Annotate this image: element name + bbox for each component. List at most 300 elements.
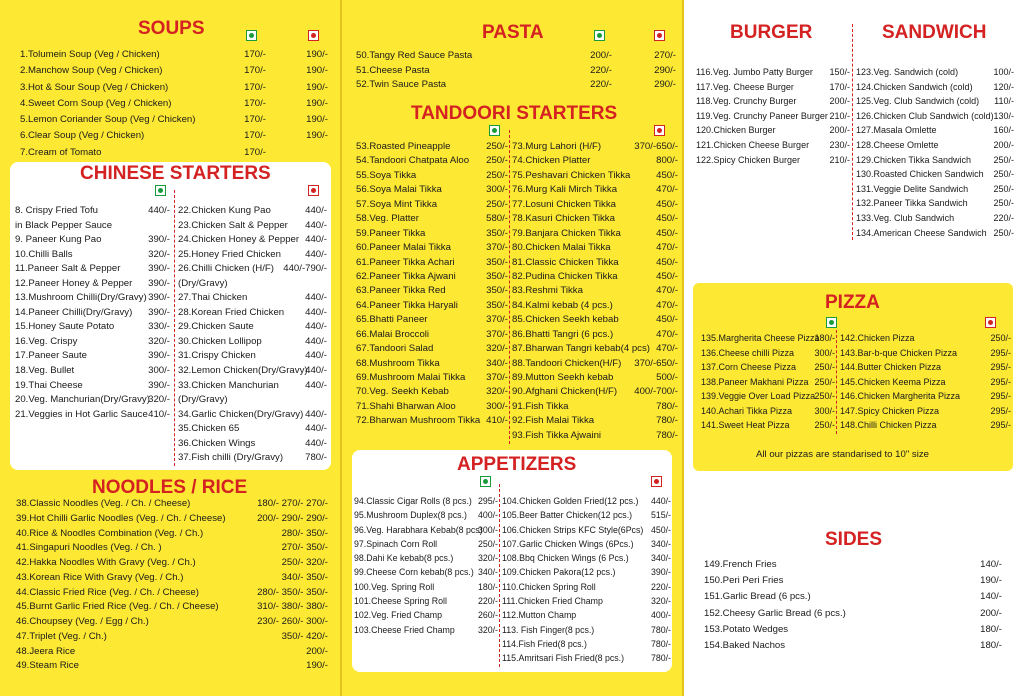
menu-item-name: (Dry/Gravy)	[178, 277, 228, 289]
menu-item	[512, 227, 678, 241]
menu-item	[20, 63, 330, 79]
veg-price: 250/-	[486, 169, 508, 181]
menu-item	[512, 183, 678, 197]
nonveg-price: 450/-	[656, 169, 678, 181]
menu-item	[354, 608, 498, 622]
menu-item-name: 1.Tolumein Soup (Veg / Chicken)	[20, 49, 160, 60]
sandwich-title: SANDWICH	[882, 22, 987, 43]
nonveg-price: 450/-	[656, 227, 678, 239]
veg-price: 390/-	[148, 263, 170, 275]
nonveg-price: 440/-	[305, 350, 327, 362]
nonveg-price: 440/-	[650, 496, 671, 506]
menu-item	[15, 379, 172, 394]
menu-item-name: 115.Amritsari Fish Fried(8 pcs.)	[502, 653, 625, 664]
column-divider	[499, 484, 500, 667]
menu-item	[701, 418, 835, 433]
nonveg-price: 440/-	[305, 292, 327, 304]
menu-item	[356, 49, 676, 64]
menu-item	[354, 494, 498, 508]
menu-item	[502, 494, 671, 508]
menu-item-name: 110.Chicken Spring Roll	[502, 581, 596, 592]
menu-item-name: 71.Shahi Bharwan Aloo	[356, 400, 456, 412]
veg-price: 180/-	[477, 581, 498, 592]
tandoori-veg-list	[356, 140, 508, 429]
menu-item	[502, 608, 671, 622]
menu-item-name: 28.Korean Fried Chicken	[178, 306, 285, 318]
nonveg-price: 515/-	[650, 510, 671, 521]
veg-price: 350/-	[486, 227, 508, 239]
menu-item-name: 46.Choupsey (Veg. / Egg / Ch.)	[16, 616, 149, 627]
veg-price: 350/-	[486, 256, 508, 268]
price: 200/-	[993, 139, 1014, 150]
menu-item-name: 68.Mushroom Tikka	[356, 357, 440, 369]
nonveg-price: 295/-	[990, 347, 1011, 358]
menu-item	[356, 227, 508, 241]
nonveg-mark-icon	[985, 317, 996, 328]
menu-item	[15, 335, 172, 350]
menu-item-name: 151.Garlic Bread (6 pcs.)	[704, 591, 811, 603]
menu-item	[696, 153, 850, 168]
menu-item-name: 12.Paneer Honey & Pepper	[15, 277, 133, 289]
menu-item	[512, 414, 678, 428]
menu-item	[512, 270, 678, 284]
menu-item-name: 145.Chicken Keema Pizza	[840, 376, 946, 387]
menu-item	[512, 299, 678, 313]
menu-item	[354, 537, 498, 551]
menu-item	[512, 241, 678, 255]
veg-price: 170/-	[244, 130, 266, 142]
veg-price: 170/-	[244, 81, 266, 93]
menu-item-name: 134.American Cheese Sandwich	[856, 227, 987, 238]
menu-item	[16, 586, 328, 601]
veg-mark-icon	[594, 30, 605, 41]
menu-item	[840, 375, 1011, 390]
veg-price: 370/-	[486, 328, 508, 340]
menu-item-name: 117.Veg. Cheese Burger	[696, 81, 794, 92]
menu-item-name: 80.Chicken Malai Tikka	[512, 242, 611, 254]
menu-item	[356, 241, 508, 255]
menu-item	[15, 262, 172, 277]
nonveg-mark-icon	[654, 125, 665, 136]
menu-item	[856, 65, 1014, 80]
menu-item-name: 148.Chilli Chicken Pizza	[840, 420, 937, 430]
menu-item	[16, 659, 328, 674]
menu-item	[696, 65, 850, 80]
nonveg-price: 440/-	[305, 408, 327, 420]
menu-item	[20, 96, 330, 112]
nonveg-price: 370/-650/-	[634, 357, 678, 369]
appetizers-nonveg-list	[502, 494, 671, 666]
menu-item-name: 41.Singapuri Noodles (Veg. / Ch. )	[16, 542, 162, 554]
veg-price: 250/-	[814, 420, 835, 430]
menu-item-name: 81.Classic Chicken Tikka	[512, 256, 619, 268]
menu-item	[856, 226, 1014, 241]
veg-price: 410/-	[148, 408, 170, 420]
menu-item	[502, 623, 671, 637]
menu-item-name: 120.Chicken Burger	[696, 125, 776, 136]
menu-item	[178, 262, 327, 277]
menu-item-name: 52.Twin Sauce Pasta	[356, 79, 447, 91]
veg-price: 320/-	[148, 394, 170, 406]
nonveg-mark-icon	[654, 30, 665, 41]
menu-item-name: 33.Chicken Manchurian	[178, 379, 279, 391]
veg-price: 320/-	[148, 335, 170, 347]
soups-list	[20, 47, 330, 161]
menu-item-name: 114.Fish Fried(8 pcs.)	[502, 638, 587, 649]
menu-item-name: 111.Chicken Fried Champ	[502, 596, 603, 607]
menu-item	[356, 154, 508, 168]
menu-item	[178, 335, 327, 350]
menu-item-name: 89.Mutton Seekh kebab	[512, 372, 614, 383]
menu-item-name: 16.Veg. Crispy	[15, 335, 78, 347]
nonveg-price: 400/-	[650, 610, 671, 621]
menu-item	[15, 233, 172, 248]
menu-item	[856, 196, 1014, 211]
menu-item-name: 17.Paneer Saute	[15, 350, 88, 362]
nonveg-price: 780/-	[656, 400, 678, 412]
menu-item-name: 58.Veg. Platter	[356, 213, 419, 225]
nonveg-price: 440/-	[305, 248, 327, 260]
menu-item-name: 76.Murg Kali Mirch Tikka	[512, 184, 618, 196]
nonveg-price: 290/-	[654, 79, 676, 91]
menu-item-name: 69.Mushroom Malai Tikka	[356, 372, 466, 383]
menu-item	[502, 523, 671, 537]
nonveg-price: 450/-	[656, 198, 678, 210]
menu-item	[178, 291, 327, 306]
menu-item-name: 77.Losuni Chicken Tikka	[512, 198, 616, 210]
veg-price: 400/-	[477, 510, 498, 521]
veg-price: 390/-	[148, 277, 170, 289]
menu-item-name: 31.Crispy Chicken	[178, 350, 256, 362]
menu-item-name: 56.Soya Malai Tikka	[356, 184, 442, 196]
chinese-veg-list	[15, 204, 172, 422]
menu-item	[512, 385, 678, 399]
nonveg-mark-icon	[308, 30, 319, 41]
menu-item-name: 144.Butter Chicken Pizza	[840, 362, 942, 372]
menu-item-name: 66.Malai Broccoli	[356, 328, 430, 340]
menu-item-name: 122.Spicy Chicken Burger	[696, 154, 801, 165]
menu-item-name: 73.Murg Lahori (H/F)	[512, 141, 602, 152]
menu-item	[15, 408, 172, 423]
menu-item-name: 38.Classic Noodles (Veg. / Ch. / Cheese)	[16, 498, 191, 509]
menu-item	[356, 313, 508, 327]
menu-item	[502, 537, 671, 551]
menu-item	[15, 291, 172, 306]
menu-item-name: 20.Veg. Manchurian(Dry/Gravy)	[15, 394, 150, 406]
menu-item-name: 65.Bhatti Paneer	[356, 314, 428, 326]
menu-item-name: 44.Classic Fried Rice (Veg. / Ch. / Cheese)	[16, 586, 199, 598]
menu-item	[856, 94, 1014, 109]
nonveg-price: 450/-	[656, 270, 678, 282]
menu-item	[701, 404, 835, 419]
menu-item	[20, 128, 330, 144]
menu-item	[512, 328, 678, 342]
menu-item-name: 103.Cheese Fried Champ	[354, 624, 455, 635]
menu-item-name: 146.Chicken Margherita Pizza	[840, 391, 961, 401]
menu-item	[356, 284, 508, 298]
menu-item	[16, 497, 328, 512]
nonveg-price: 800/-	[656, 155, 678, 167]
menu-item	[856, 123, 1014, 138]
nonveg-price: 190/-	[306, 130, 328, 142]
menu-item-name: 136.Cheese chilli Pizza	[701, 347, 795, 358]
appetizers-title: APPETIZERS	[457, 454, 577, 475]
menu-item-name: 57.Soya Mint Tikka	[356, 198, 438, 210]
menu-item	[15, 393, 172, 408]
menu-item	[704, 638, 1004, 654]
menu-item	[856, 153, 1014, 168]
menu-item-name: 112.Mutton Champ	[502, 610, 577, 621]
nonveg-price: 440/-	[305, 423, 327, 435]
menu-item-name: 9. Paneer Kung Pao	[15, 234, 102, 246]
nonveg-price: 780/-	[656, 429, 678, 441]
price: 340/- 350/-	[281, 571, 328, 583]
nonveg-price: 440/-	[305, 335, 327, 347]
menu-item-name: 113. Fish Finger(8 pcs.)	[502, 624, 595, 635]
pizza-title: PIZZA	[825, 292, 880, 313]
menu-item-name: 97.Spinach Corn Roll	[354, 538, 438, 549]
menu-item-name: 130.Roasted Chicken Sandwich	[856, 169, 984, 180]
price: 190/-	[306, 660, 328, 672]
menu-item-name: 35.Chicken 65	[178, 423, 240, 435]
price: 230/- 260/- 300/-	[257, 616, 328, 627]
price: 130/-	[993, 110, 1014, 121]
price: 200/-	[980, 607, 1002, 619]
nonveg-price: 470/-	[656, 328, 678, 340]
menu-item-name: 98.Dahi Ke kebab(8 pcs.)	[354, 553, 454, 564]
menu-item-name: 62.Paneer Tikka Ajwani	[356, 270, 456, 282]
menu-item-name: 135.Margherita Cheese Pizza	[701, 333, 820, 343]
nonveg-price: 780/-	[650, 638, 671, 649]
veg-mark-icon	[246, 30, 257, 41]
menu-item	[512, 256, 678, 270]
menu-item	[15, 277, 172, 292]
column-divider	[836, 330, 837, 434]
menu-item	[502, 508, 671, 522]
sides-title: SIDES	[825, 529, 883, 550]
menu-item-name: 53.Roasted Pineapple	[356, 141, 451, 152]
price: 150/-	[829, 67, 850, 77]
nonveg-price: 290/-	[654, 64, 676, 76]
veg-price: 320/-	[477, 553, 498, 564]
price: 200/- 290/- 290/-	[257, 512, 328, 524]
price: 250/-	[993, 198, 1014, 209]
menu-item	[502, 580, 671, 594]
menu-item-name: 150.Peri Peri Fries	[704, 575, 784, 587]
soups-title: SOUPS	[138, 18, 205, 39]
menu-item-name: 27.Thai Chicken	[178, 292, 248, 304]
menu-item	[512, 429, 678, 443]
price: 140/-	[980, 591, 1002, 603]
nonveg-price: 295/-	[990, 362, 1011, 372]
nonveg-price: 440/-	[305, 379, 327, 391]
nonveg-price: 470/-	[656, 343, 678, 355]
veg-price: 170/-	[244, 65, 266, 77]
veg-price: 170/-	[244, 49, 266, 60]
menu-item-name: 129.Chicken Tikka Sandwich	[856, 154, 972, 165]
price: 220/-	[993, 212, 1014, 223]
nonveg-price: 370/-650/-	[634, 141, 678, 152]
menu-item-name: 133.Veg. Club Sandwich	[856, 212, 955, 223]
price: 230/-	[829, 139, 850, 150]
veg-price: 350/-	[486, 285, 508, 297]
menu-item	[512, 357, 678, 371]
menu-item	[178, 364, 327, 379]
menu-item	[16, 600, 328, 615]
pizza-size-note: All our pizzas are standarised to 10" size	[756, 449, 929, 460]
menu-item	[512, 169, 678, 183]
menu-item-name: 30.Chicken Lollipop	[178, 335, 262, 347]
menu-item	[15, 349, 172, 364]
menu-item	[502, 594, 671, 608]
menu-item-name: 2.Manchow Soup (Veg / Chicken)	[20, 65, 163, 77]
menu-item-name: 94.Classic Cigar Rolls (8 pcs.)	[354, 496, 472, 506]
menu-item	[178, 408, 327, 423]
menu-item	[840, 418, 1011, 433]
veg-price: 580/-	[486, 213, 508, 225]
menu-item	[356, 342, 508, 356]
nonveg-mark-icon	[308, 185, 319, 196]
menu-item	[178, 248, 327, 263]
menu-item-name: 99.Cheese Corn kebab(8 pcs.)	[354, 567, 474, 578]
menu-item-name: 127.Masala Omlette	[856, 125, 937, 136]
veg-price: 440/-	[148, 205, 170, 216]
menu-item	[856, 167, 1014, 182]
veg-price: 170/-	[244, 97, 266, 109]
menu-item	[856, 109, 1014, 124]
price: 310/- 380/- 380/-	[257, 601, 328, 613]
menu-item	[704, 557, 1004, 573]
menu-item-name: 78.Kasuri Chicken Tikka	[512, 213, 615, 225]
menu-item	[15, 248, 172, 263]
menu-item	[356, 385, 508, 399]
menu-item	[15, 219, 172, 234]
noodles-rice-list	[16, 497, 328, 674]
menu-item	[696, 94, 850, 109]
menu-item	[701, 331, 835, 346]
veg-price: 180/-	[814, 333, 835, 343]
menu-item-name: 11.Paneer Salt & Pepper	[15, 263, 121, 275]
nonveg-price: 295/-	[990, 376, 1011, 387]
veg-price: 350/-	[486, 299, 508, 311]
menu-item	[356, 183, 508, 197]
menu-item	[356, 169, 508, 183]
veg-mark-icon	[489, 125, 500, 136]
menu-item-name: 84.Kalmi kebab (4 pcs.)	[512, 299, 613, 311]
appetizers-veg-list	[354, 494, 498, 637]
menu-item	[502, 651, 671, 665]
menu-item	[696, 109, 850, 124]
veg-price: 295/-	[477, 496, 498, 506]
nonveg-price: 780/-	[656, 415, 678, 427]
menu-item-name: 64.Paneer Tikka Haryali	[356, 299, 458, 311]
menu-item-name: 61.Paneer Tikka Achari	[356, 256, 455, 268]
menu-item	[502, 565, 671, 579]
nonveg-price: 190/-	[306, 114, 328, 126]
menu-item	[512, 342, 678, 356]
menu-item-name: 108.Bbq Chicken Wings (6 Pcs.)	[502, 553, 629, 564]
price: 350/- 420/-	[281, 630, 328, 642]
menu-item	[856, 80, 1014, 95]
menu-item	[356, 140, 508, 154]
menu-item	[512, 284, 678, 298]
menu-item-name: 118.Veg. Crunchy Burger	[696, 96, 797, 107]
menu-item	[354, 565, 498, 579]
veg-price: 390/-	[148, 350, 170, 362]
menu-item-name: 54.Tandoori Chatpata Aloo	[356, 155, 470, 167]
noodles-rice-title: NOODLES / RICE	[92, 477, 248, 498]
pasta-list	[356, 49, 676, 93]
menu-item-name: 60.Paneer Malai Tikka	[356, 242, 451, 254]
menu-item-name: 36.Chicken Wings	[178, 437, 256, 449]
veg-price: 300/-	[814, 347, 835, 358]
menu-item	[696, 138, 850, 153]
menu-item	[356, 64, 676, 79]
price: 100/-	[993, 67, 1014, 77]
price: 140/-	[980, 559, 1002, 570]
menu-item-name: 67.Tandoori Salad	[356, 343, 434, 355]
veg-price: 250/-	[814, 362, 835, 372]
menu-item	[704, 622, 1004, 638]
menu-item	[354, 508, 498, 522]
veg-price: 220/-	[590, 64, 612, 76]
menu-item	[178, 379, 327, 394]
menu-item-name: 48.Jeera Rice	[16, 645, 76, 657]
menu-item-name: 43.Korean Rice With Gravy (Veg. / Ch.)	[16, 571, 184, 583]
price: 250/-	[993, 183, 1014, 194]
price: 160/-	[993, 125, 1014, 136]
menu-item-name: 45.Burnt Garlic Fried Rice (Veg. / Ch. / Cheese)	[16, 601, 219, 613]
menu-item-name: 63.Paneer Tikka Red	[356, 285, 446, 297]
menu-item-name: 154.Baked Nachos	[704, 639, 786, 651]
price: 210/-	[829, 154, 850, 165]
menu-item	[178, 219, 327, 234]
nonveg-price: 340/-	[650, 538, 671, 549]
menu-item-name: 6.Clear Soup (Veg / Chicken)	[20, 130, 145, 142]
menu-item	[840, 331, 1011, 346]
veg-price: 250/-	[486, 198, 508, 210]
veg-price: 320/-	[477, 624, 498, 635]
nonveg-price: 190/-	[306, 97, 328, 109]
menu-item	[356, 78, 676, 93]
sides-list	[704, 557, 1004, 654]
menu-item	[354, 523, 498, 537]
nonveg-price: 400/-700/-	[634, 386, 678, 398]
nonveg-price: 440/-	[305, 205, 327, 216]
menu-item	[512, 154, 678, 168]
menu-item	[512, 400, 678, 414]
menu-item	[701, 375, 835, 390]
veg-price: 250/-	[477, 538, 498, 549]
nonveg-price: 190/-	[306, 81, 328, 93]
veg-price: 390/-	[148, 379, 170, 391]
menu-item-name: 96.Veg. Harabhara Kebab(8 pcs)	[354, 524, 483, 535]
menu-item-name: 119.Veg. Crunchy Paneer Burger	[696, 110, 828, 121]
nonveg-price: 390/-	[650, 567, 671, 578]
menu-item-name: 139.Veggie Over Load Pizza	[701, 391, 816, 401]
price: 280/- 350/-	[281, 527, 328, 539]
nonveg-price: 295/-	[990, 391, 1011, 401]
menu-item-name: 126.Chicken Club Sandwich (cold)	[856, 110, 994, 121]
menu-item	[178, 306, 327, 321]
menu-item	[16, 645, 328, 660]
menu-item-name: 141.Sweet Heat Pizza	[701, 420, 790, 430]
nonveg-price: 190/-	[306, 49, 328, 60]
menu-item	[178, 422, 327, 437]
nonveg-price: 295/-	[990, 405, 1011, 416]
menu-item	[356, 357, 508, 371]
veg-price: 390/-	[148, 306, 170, 318]
